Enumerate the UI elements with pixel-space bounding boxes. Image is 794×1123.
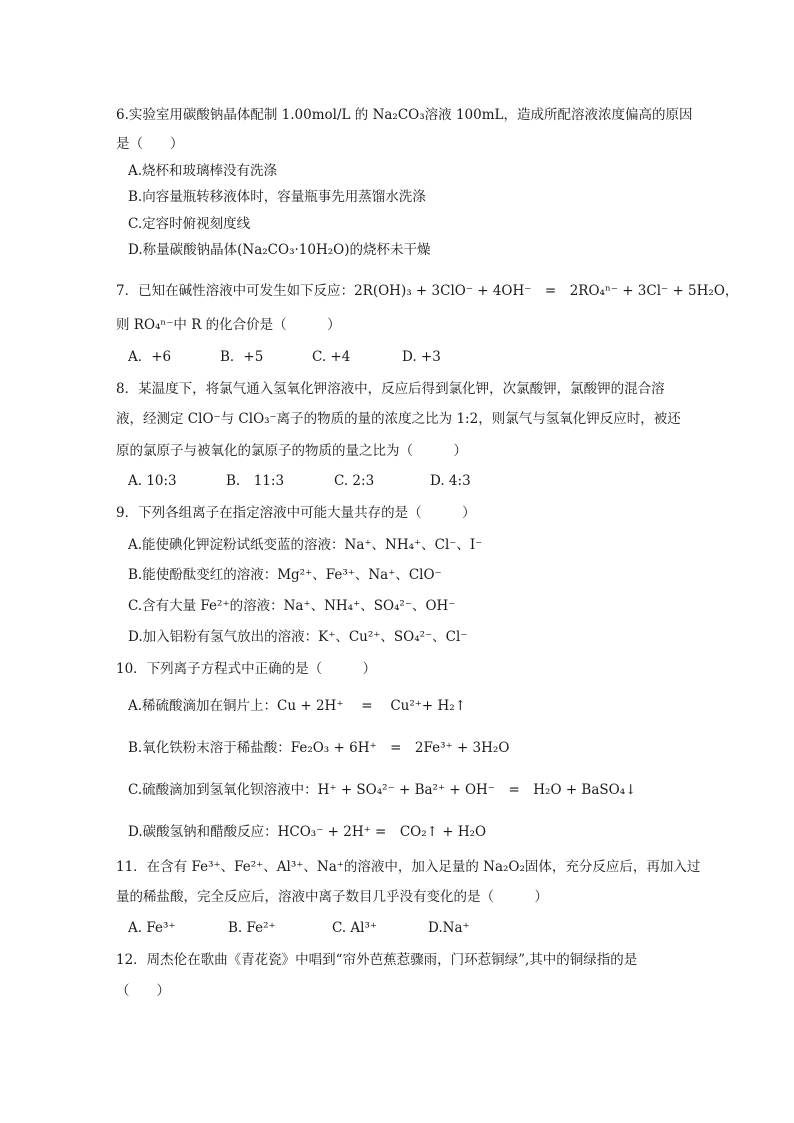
question-6-stem-line-1: 6.实验室用碳酸钠晶体配制 1.00mol/L 的 Na₂CO₃溶液 100mL，造成所配溶液浓度偏高的原因 (116, 107, 693, 123)
question-6-option-d: D.称量碳酸钠晶体(Na₂CO₃·10H₂O)的烧杯未干燥 (128, 242, 431, 258)
question-8-options (128, 472, 471, 490)
question-11-option-b: B. Fe²⁺ (228, 920, 276, 936)
question-7-option-a: A．+6 (128, 349, 172, 365)
question-10-option-a: A.稀硫酸滴加在铜片上：Cu + 2H⁺ = Cu²⁺+ H₂↑ (128, 698, 467, 714)
question-12-stem-line-2: （ ） (116, 983, 170, 999)
question-7-stem-line-1: 7．已知在碱性溶液中可发生如下反应：2R(OH)₃ + 3ClO⁻ + 4OH⁻ = 2RO₄ⁿ⁻ + 3Cl⁻ + 5H₂O， (116, 283, 739, 299)
question-10-option-b: B.氧化铁粉末溶于稀盐酸：Fe₂O₃ + 6H⁺ = 2Fe³⁺ + 3H₂O (128, 740, 510, 756)
question-6-option-a: A.烧杯和玻璃棒没有洗涤 (128, 163, 278, 179)
question-11-option-c: C. Al³⁺ (332, 920, 378, 936)
question-8-stem-line-2: 液，经测定 ClO⁻与 ClO₃⁻离子的物质的量的浓度之比为 1:2，则氯气与氢氧化钾反应时，被还 (116, 411, 681, 427)
question-6-stem-line-2: 是（ ） (116, 136, 184, 152)
question-8-option-c: C. 2:3 (334, 473, 375, 489)
question-8-option-a: A. 10:3 (128, 473, 177, 489)
question-9-option-b: B.能使酚酞变红的溶液：Mg²⁺、Fe³⁺、Na⁺、ClO⁻ (128, 567, 442, 583)
question-8-option-b: B. 11:3 (226, 473, 285, 489)
question-11-options (128, 919, 470, 937)
question-8-stem-line-1: 8．某温度下，将氯气通入氢氧化钾溶液中，反应后得到氯化钾，次氯酸钾，氯酸钾的混合溶 (116, 381, 665, 397)
question-10-option-d: D.碳酸氢钠和醋酸反应：HCO₃⁻ + 2H⁺ = CO₂↑ + H₂O (128, 824, 487, 840)
question-7-option-c: C. +4 (312, 349, 351, 365)
question-7-option-d: D. +3 (402, 349, 441, 365)
question-9-option-d: D.加入铝粉有氢气放出的溶液：K⁺、Cu²⁺、SO₄²⁻、Cl⁻ (128, 629, 468, 645)
question-9-option-a: A.能使碘化钾淀粉试纸变蓝的溶液：Na⁺、NH₄⁺、Cl⁻、I⁻ (128, 537, 483, 553)
question-6-option-b: B.向容量瓶转移液体时，容量瓶事先用蒸馏水洗涤 (128, 189, 426, 205)
question-9-option-c: C.含有大量 Fe²⁺的溶液：Na⁺、NH₄⁺、SO₄²⁻、OH⁻ (128, 598, 456, 614)
question-11-option-d: D.Na⁺ (428, 920, 470, 936)
question-11-stem-line-2: 量的稀盐酸，完全反应后，溶液中离子数目几乎没有变化的是（ ） (116, 889, 548, 905)
question-7-option-b: B．+5 (220, 349, 264, 365)
question-6-option-c: C.定容时俯视刻度线 (128, 216, 251, 232)
question-8-option-d: D. 4:3 (430, 473, 471, 489)
question-8-stem-line-3: 原的氯原子与被氧化的氯原子的物质的量之比为（ ） (116, 443, 467, 459)
question-11-stem-line-1: 11．在含有 Fe³⁺、Fe²⁺、Al³⁺、Na⁺的溶液中，加入足量的 Na₂O₂固体，充分反应后，再加入过 (116, 859, 701, 875)
question-10-stem: 10．下列离子方程式中正确的是（ ） (116, 661, 377, 677)
question-11-option-a: A. Fe³⁺ (128, 920, 176, 936)
question-10-option-c: C.硫酸滴加到氢氧化钡溶液中：H⁺ + SO₄²⁻ + Ba²⁺ + OH⁻ = H₂O + BaSO₄↓ (128, 782, 637, 798)
question-9-stem: 9．下列各组离子在指定溶液中可能大量共存的是（ ） (116, 505, 476, 521)
question-7-options (128, 348, 441, 366)
question-7-stem-line-2: 则 RO₄ⁿ⁻中 R 的化合价是（ ） (116, 317, 341, 333)
question-12-stem-line-1: 12．周杰伦在歌曲《青花瓷》中唱到“帘外芭蕉惹骤雨，门环惹铜绿”,其中的铜绿指的是 (116, 952, 638, 968)
